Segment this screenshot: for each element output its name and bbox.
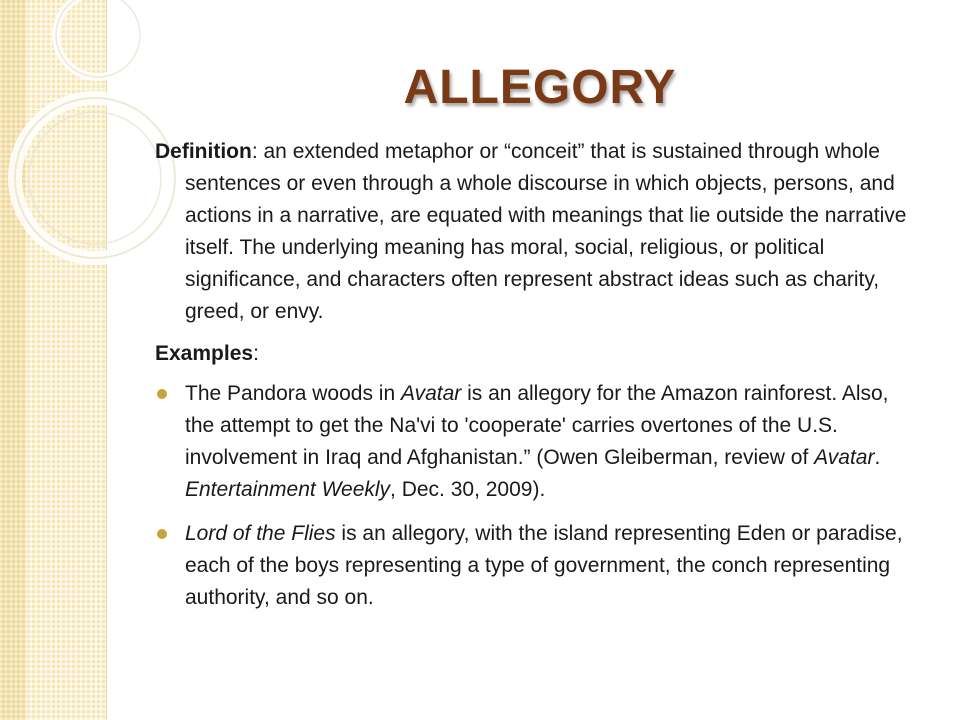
definition-colon: : — [251, 140, 258, 163]
examples-label: Examples — [155, 342, 254, 365]
slide-body — [155, 136, 915, 626]
bullet-dot-icon — [157, 529, 167, 539]
examples-colon: : — [253, 342, 259, 365]
examples-heading — [155, 338, 915, 370]
example-text: is an allegory, with the island representing Eden or paradise, each of the boys representing a type of government, the conch representing authority, and so on. — [185, 522, 903, 609]
list-item — [155, 518, 915, 614]
definition-label: Definition — [155, 140, 252, 163]
example-text: is an allegory for the Amazon rainforest. Also, the attempt to get the Na'vi to 'cooperate' carries overtones of the U.S. involvement in Iraq and Afghanistan.” (Owen Gleiberman, review of — [185, 382, 889, 469]
example-italic: Avatar — [814, 446, 875, 469]
example-italic: Entertainment Weekly — [185, 478, 391, 501]
example-text: . — [874, 446, 881, 469]
list-item — [155, 378, 915, 506]
example-italic: Avatar — [400, 382, 462, 405]
definition-text: an extended metaphor or “conceit” that is sustained through whole sentences or even through a whole discourse in which objects, persons, and actions in a narrative, are equated with meanings that lie outside the narrative itself. The underlying meaning has moral, social, religious, or political significance, and characters often represent abstract ideas such as charity, greed, or envy. — [185, 140, 907, 323]
example-italic: Lord of the Flies — [185, 522, 336, 545]
definition-paragraph — [155, 136, 915, 328]
example-text: The Pandora woods in — [185, 382, 401, 405]
example-text: , Dec. 30, 2009). — [390, 478, 546, 501]
slide-title: ALLEGORY — [403, 61, 677, 114]
bullet-dot-icon — [157, 389, 167, 399]
examples-list — [155, 378, 915, 614]
